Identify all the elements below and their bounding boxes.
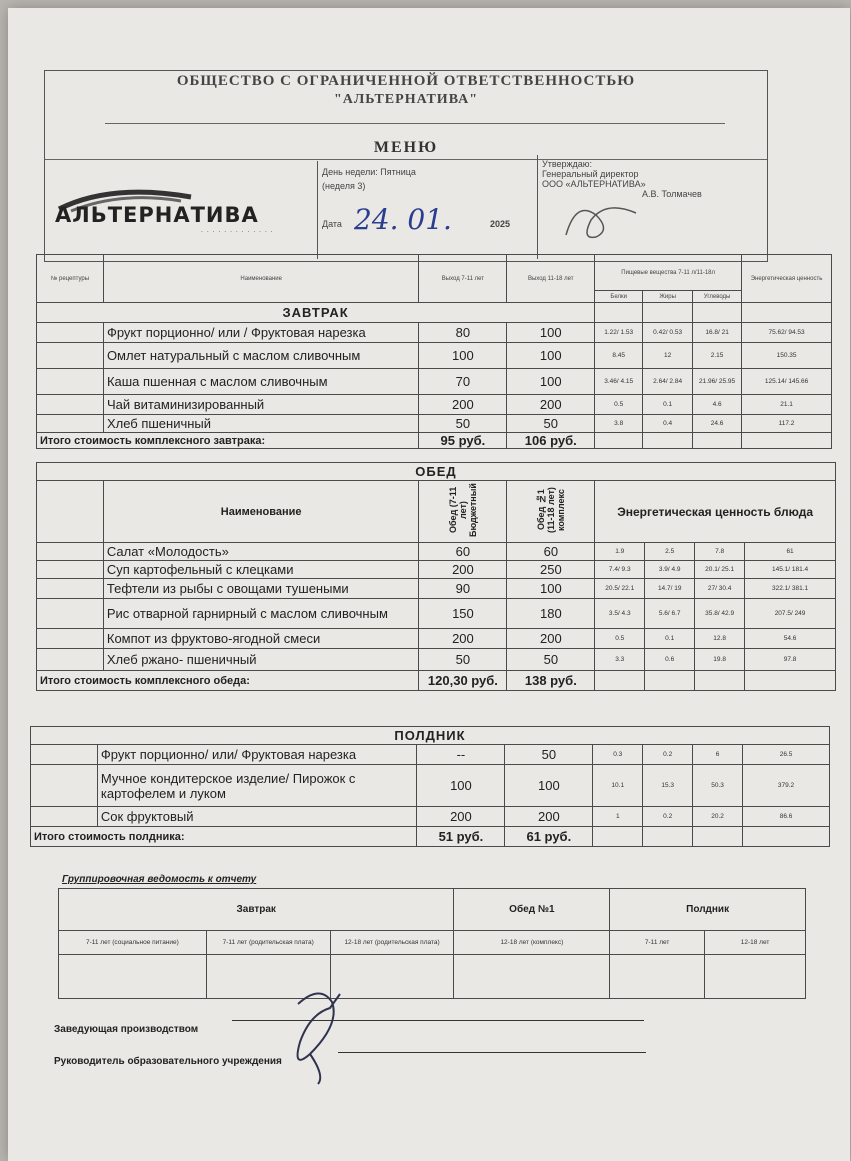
energy-value: 21.1: [742, 395, 832, 415]
protein-value: 3.5/ 4.3: [595, 599, 645, 629]
breakfast-total-2: 106 руб.: [507, 433, 595, 449]
dish-name: Фрукт порционно/ или/ Фруктовая нарезка: [97, 745, 417, 765]
carbs-value: 27/ 30.4: [695, 579, 745, 599]
yield-2: 180: [507, 599, 595, 629]
table-row: [31, 745, 830, 765]
snack-total-1: 51 руб.: [417, 827, 505, 847]
lunch-total-label: Итого стоимость комплексного обеда:: [37, 671, 419, 691]
dish-name: Мучное кондитерское изделие/ Пирожок с картофелем и луком: [97, 765, 417, 807]
yield-2: 100: [505, 765, 593, 807]
summary-title: Группировочная ведомость к отчету: [62, 874, 257, 885]
carbs-value: 20.1/ 25.1: [695, 561, 745, 579]
table-row: [37, 369, 832, 395]
header-divider: [105, 123, 725, 124]
summary-subheader: 12-18 лет (комплекс): [454, 931, 610, 955]
day-info: [317, 161, 542, 259]
recipe-code: [31, 765, 98, 807]
fat-value: 0.2: [643, 745, 693, 765]
dish-name: Компот из фруктово-ягодной смеси: [103, 629, 419, 649]
col-nutrients-header: Пищевые вещества 7-11 л/11-18л: [595, 255, 742, 291]
yield-1: 50: [419, 415, 507, 433]
energy-value: 322.1/ 381.1: [745, 579, 836, 599]
recipe-code: [37, 629, 104, 649]
approval-block: [537, 155, 772, 259]
col-fat-header: Жиры: [643, 291, 693, 303]
protein-value: 0.3: [593, 745, 643, 765]
yield-2: 60: [507, 543, 595, 561]
protein-value: 1: [593, 807, 643, 827]
fat-value: 0.1: [645, 629, 695, 649]
table-row: [37, 649, 836, 671]
protein-value: 7.4/ 9.3: [595, 561, 645, 579]
recipe-code: [37, 369, 104, 395]
fat-value: 3.9/ 4.9: [645, 561, 695, 579]
snack-total-2: 61 руб.: [505, 827, 593, 847]
snack-section-title: ПОЛДНИК: [31, 727, 830, 745]
fat-value: 0.2: [643, 807, 693, 827]
yield-2: 50: [507, 415, 595, 433]
fat-value: 5.6/ 6.7: [645, 599, 695, 629]
recipe-code: [37, 543, 104, 561]
yield-1: 80: [419, 323, 507, 343]
col-carbs-header: Углеводы: [693, 291, 742, 303]
protein-value: 1.22/ 1.53: [595, 323, 643, 343]
summary-subheader: 12-18 лет: [705, 931, 806, 955]
yield-2: 200: [507, 395, 595, 415]
recipe-code: [37, 343, 104, 369]
carbs-value: 21.96/ 25.95: [693, 369, 742, 395]
yield-1: 200: [419, 561, 507, 579]
head-sign-line: [338, 1052, 646, 1053]
approval-label: Утверждаю:: [542, 159, 593, 169]
week-label: (неделя 3): [322, 181, 366, 191]
yield-2: 100: [507, 369, 595, 395]
summary-cell: [610, 955, 705, 999]
recipe-code: [37, 579, 104, 599]
dish-name: Рис отварной гарнирный с маслом сливочным: [103, 599, 419, 629]
dish-name: Салат «Молодость»: [103, 543, 419, 561]
carbs-value: 35.8/ 42.9: [695, 599, 745, 629]
carbs-value: 7.8: [695, 543, 745, 561]
dish-name: Хлеб пшеничный: [103, 415, 419, 433]
yield-1: 200: [417, 807, 505, 827]
energy-value: 145.1/ 181.4: [745, 561, 836, 579]
summary-subheader: 7-11 лет (родительская плата): [206, 931, 330, 955]
energy-value: 150.35: [742, 343, 832, 369]
energy-value: 117.2: [742, 415, 832, 433]
energy-value: 97.8: [745, 649, 836, 671]
lunch-col2-header: Обед №1 (11-18 лет) комплекс: [535, 487, 566, 533]
carbs-value: 2.15: [693, 343, 742, 369]
summary-cell: [705, 955, 806, 999]
yield-1: 200: [419, 395, 507, 415]
yield-1: 90: [419, 579, 507, 599]
table-row: [37, 561, 836, 579]
yield-1: 150: [419, 599, 507, 629]
fat-value: 0.6: [645, 649, 695, 671]
carbs-value: 20.2: [693, 807, 743, 827]
col-yield2-header: Выход 11-18 лет: [507, 255, 595, 303]
summary-subheader: 12-18 лет (родительская плата): [330, 931, 454, 955]
carbs-value: 4.6: [693, 395, 742, 415]
yield-2: 50: [505, 745, 593, 765]
approval-title: Генеральный директор: [542, 169, 639, 179]
protein-value: 3.46/ 4.15: [595, 369, 643, 395]
yield-2: 250: [507, 561, 595, 579]
yield-2: 200: [505, 807, 593, 827]
energy-value: 26.5: [743, 745, 830, 765]
energy-value: 54.6: [745, 629, 836, 649]
logo-text: АЛЬТЕРНАТИВА: [55, 203, 259, 227]
company-logo: [51, 189, 299, 253]
document-sheet: [8, 8, 850, 1161]
protein-value: 20.5/ 22.1: [595, 579, 645, 599]
recipe-code: [37, 561, 104, 579]
recipe-code: [37, 599, 104, 629]
summary-lunch-header: Обед №1: [454, 889, 610, 931]
yield-1: --: [417, 745, 505, 765]
protein-value: 3.8: [595, 415, 643, 433]
table-row: [37, 629, 836, 649]
col-protein-header: Белки: [595, 291, 643, 303]
carbs-value: 16.8/ 21: [693, 323, 742, 343]
yield-2: 100: [507, 343, 595, 369]
carbs-value: 6: [693, 745, 743, 765]
energy-value: 61: [745, 543, 836, 561]
menu-page: [8, 8, 850, 1161]
summary-subheader: 7-11 лет: [610, 931, 705, 955]
fat-value: 15.3: [643, 765, 693, 807]
dish-name: Каша пшенная с маслом сливочным: [103, 369, 419, 395]
handwritten-signature: [270, 984, 360, 1094]
dish-name: Сок фруктовый: [97, 807, 417, 827]
protein-value: 0.5: [595, 629, 645, 649]
date-year: 2025: [490, 219, 511, 229]
protein-value: 3.3: [595, 649, 645, 671]
date-label: Дата: [322, 219, 342, 229]
col-yield1-header: Выход 7-11 лет: [419, 255, 507, 303]
weekday-label: День недели: Пятница: [322, 167, 416, 177]
lunch-name-header: Наименование: [103, 481, 419, 543]
yield-1: 200: [419, 629, 507, 649]
lunch-table: [36, 462, 836, 691]
table-row: [37, 323, 832, 343]
col-code-header: № рецептуры: [37, 255, 104, 303]
yield-2: 100: [507, 323, 595, 343]
org-name-line2: "АЛЬТЕРНАТИВА": [333, 92, 479, 107]
recipe-code: [31, 745, 98, 765]
yield-2: 50: [507, 649, 595, 671]
table-row: [37, 343, 832, 369]
dish-name: Фрукт порционно/ или / Фруктовая нарезка: [103, 323, 419, 343]
summary-cell: [59, 955, 207, 999]
energy-value: 86.6: [743, 807, 830, 827]
yield-2: 200: [507, 629, 595, 649]
recipe-code: [37, 395, 104, 415]
fat-value: 0.1: [643, 395, 693, 415]
breakfast-table: [36, 254, 832, 449]
breakfast-section-title: ЗАВТРАК: [37, 303, 595, 323]
table-row: [37, 599, 836, 629]
dish-name: Чай витаминизированный: [103, 395, 419, 415]
protein-value: 8.45: [595, 343, 643, 369]
fat-value: 2.64/ 2.84: [643, 369, 693, 395]
breakfast-total-1: 95 руб.: [419, 433, 507, 449]
fat-value: 0.4: [643, 415, 693, 433]
recipe-code: [37, 415, 104, 433]
yield-1: 100: [419, 343, 507, 369]
table-row: [37, 579, 836, 599]
carbs-value: 12.8: [695, 629, 745, 649]
protein-value: 0.5: [595, 395, 643, 415]
fat-value: 12: [643, 343, 693, 369]
director-signature: [556, 195, 646, 245]
lunch-total-2: 138 руб.: [507, 671, 595, 691]
recipe-code: [37, 649, 104, 671]
carbs-value: 50.3: [693, 765, 743, 807]
col-energy-header: Энергетическая ценность: [742, 255, 832, 303]
lunch-col1-header: Обед (7-11 лет) Бюджетный: [447, 483, 478, 537]
lunch-section-title: ОБЕД: [37, 463, 836, 481]
approval-name: А.В. Толмачев: [642, 189, 702, 199]
table-row: [37, 415, 832, 433]
dish-name: Тефтели из рыбы с овощами тушеными: [103, 579, 419, 599]
dish-name: Хлеб ржано- пшеничный: [103, 649, 419, 671]
carbs-value: 24.6: [693, 415, 742, 433]
summary-cell: [454, 955, 610, 999]
approval-company: ООО «АЛЬТЕРНАТИВА»: [542, 179, 646, 189]
lunch-energy-header: Энергетическая ценность блюда: [595, 481, 836, 543]
recipe-code: [31, 807, 98, 827]
summary-snack-header: Полдник: [610, 889, 806, 931]
date-handwritten: 24. 01.: [354, 203, 452, 236]
energy-value: 379.2: [743, 765, 830, 807]
fat-value: 14.7/ 19: [645, 579, 695, 599]
head-sign-label: Руководитель образовательного учреждения: [54, 1056, 282, 1067]
logo-subtext: · · · · · · · · · · · · ·: [201, 229, 274, 236]
dish-name: Омлет натуральный с маслом сливочным: [103, 343, 419, 369]
protein-value: 10.1: [593, 765, 643, 807]
summary-table: [58, 888, 806, 999]
protein-value: 1.9: [595, 543, 645, 561]
energy-value: 75.62/ 94.53: [742, 323, 832, 343]
col-name-header: Наименование: [103, 255, 419, 303]
summary-subheader: 7-11 лет (социальное питание): [59, 931, 207, 955]
breakfast-total-label: Итого стоимость комплексного завтрака:: [37, 433, 419, 449]
summary-breakfast-header: Завтрак: [59, 889, 454, 931]
snack-table: [30, 726, 830, 847]
header-block: [44, 70, 768, 262]
yield-2: 100: [507, 579, 595, 599]
yield-1: 50: [419, 649, 507, 671]
fat-value: 0.42/ 0.53: [643, 323, 693, 343]
energy-value: 207.5/ 249: [745, 599, 836, 629]
snack-total-label: Итого стоимость полдника:: [31, 827, 417, 847]
yield-1: 70: [419, 369, 507, 395]
menu-title: МЕНЮ: [373, 139, 439, 156]
recipe-code: [37, 323, 104, 343]
yield-1: 60: [419, 543, 507, 561]
energy-value: 125.14/ 145.66: [742, 369, 832, 395]
carbs-value: 19.8: [695, 649, 745, 671]
table-row: [37, 543, 836, 561]
production-sign-label: Заведующая производством: [54, 1024, 199, 1035]
table-row: [31, 765, 830, 807]
table-row: [37, 395, 832, 415]
org-name-line1: ОБЩЕСТВО С ОГРАНИЧЕННОЙ ОТВЕТСТВЕННОСТЬЮ: [176, 73, 636, 89]
yield-1: 100: [417, 765, 505, 807]
lunch-total-1: 120,30 руб.: [419, 671, 507, 691]
dish-name: Суп картофельный с клецками: [103, 561, 419, 579]
fat-value: 2.5: [645, 543, 695, 561]
table-row: [31, 807, 830, 827]
